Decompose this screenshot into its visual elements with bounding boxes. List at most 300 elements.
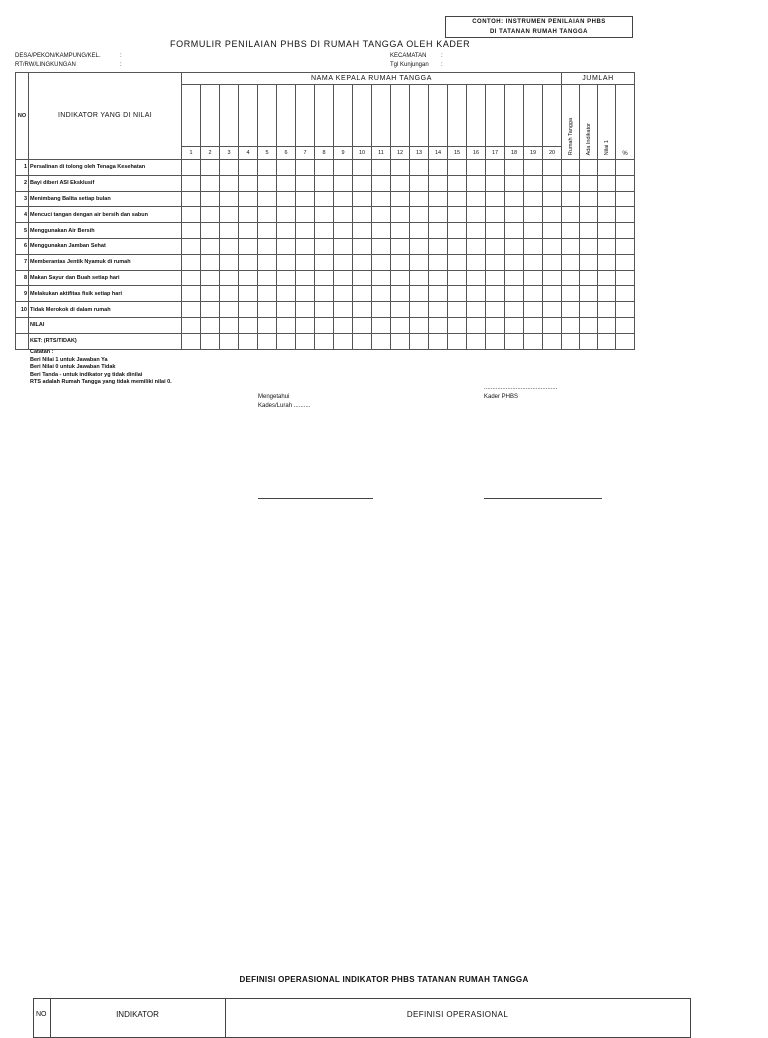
score-cell[interactable] — [580, 207, 598, 223]
score-cell[interactable] — [296, 191, 315, 207]
score-cell[interactable] — [486, 160, 505, 176]
score-cell[interactable] — [562, 270, 580, 286]
score-cell[interactable] — [258, 317, 277, 333]
score-cell[interactable] — [410, 254, 429, 270]
score-cell[interactable] — [467, 223, 486, 239]
score-cell[interactable] — [429, 333, 448, 349]
score-cell[interactable] — [467, 238, 486, 254]
score-cell[interactable] — [334, 286, 353, 302]
score-cell[interactable] — [580, 302, 598, 318]
score-cell[interactable] — [334, 333, 353, 349]
score-cell[interactable] — [448, 286, 467, 302]
score-cell[interactable] — [505, 175, 524, 191]
household-name-cell[interactable] — [543, 85, 562, 147]
household-name-cell[interactable] — [467, 85, 486, 147]
score-cell[interactable] — [429, 270, 448, 286]
score-cell[interactable] — [372, 175, 391, 191]
score-cell[interactable] — [543, 254, 562, 270]
household-name-cell[interactable] — [182, 85, 201, 147]
score-cell[interactable] — [277, 191, 296, 207]
score-cell[interactable] — [429, 238, 448, 254]
score-cell[interactable] — [182, 238, 201, 254]
score-cell[interactable] — [258, 270, 277, 286]
household-name-cell[interactable] — [220, 85, 239, 147]
score-cell[interactable] — [410, 333, 429, 349]
score-cell[interactable] — [296, 160, 315, 176]
score-cell[interactable] — [353, 333, 372, 349]
score-cell[interactable] — [201, 207, 220, 223]
score-cell[interactable] — [277, 238, 296, 254]
score-cell[interactable] — [353, 317, 372, 333]
score-cell[interactable] — [562, 286, 580, 302]
score-cell[interactable] — [429, 302, 448, 318]
household-name-cell[interactable] — [505, 85, 524, 147]
score-cell[interactable] — [201, 302, 220, 318]
score-cell[interactable] — [277, 160, 296, 176]
score-cell[interactable] — [353, 302, 372, 318]
score-cell[interactable] — [334, 270, 353, 286]
score-cell[interactable] — [505, 317, 524, 333]
score-cell[interactable] — [220, 175, 239, 191]
score-cell[interactable] — [543, 223, 562, 239]
score-cell[interactable] — [201, 191, 220, 207]
score-cell[interactable] — [486, 317, 505, 333]
score-cell[interactable] — [220, 317, 239, 333]
score-cell[interactable] — [353, 286, 372, 302]
score-cell[interactable] — [524, 207, 543, 223]
score-cell[interactable] — [616, 254, 635, 270]
score-cell[interactable] — [372, 333, 391, 349]
score-cell[interactable] — [562, 223, 580, 239]
score-cell[interactable] — [277, 223, 296, 239]
score-cell[interactable] — [296, 333, 315, 349]
score-cell[interactable] — [220, 207, 239, 223]
score-cell[interactable] — [201, 238, 220, 254]
score-cell[interactable] — [277, 317, 296, 333]
score-cell[interactable] — [315, 317, 334, 333]
score-cell[interactable] — [239, 160, 258, 176]
score-cell[interactable] — [220, 286, 239, 302]
household-name-cell[interactable] — [239, 85, 258, 147]
score-cell[interactable] — [239, 333, 258, 349]
score-cell[interactable] — [353, 175, 372, 191]
score-cell[interactable] — [562, 207, 580, 223]
score-cell[interactable] — [296, 286, 315, 302]
score-cell[interactable] — [372, 302, 391, 318]
score-cell[interactable] — [296, 223, 315, 239]
score-cell[interactable] — [562, 333, 580, 349]
score-cell[interactable] — [505, 254, 524, 270]
score-cell[interactable] — [580, 238, 598, 254]
score-cell[interactable] — [616, 270, 635, 286]
score-cell[interactable] — [429, 223, 448, 239]
score-cell[interactable] — [598, 160, 616, 176]
score-cell[interactable] — [562, 238, 580, 254]
score-cell[interactable] — [296, 175, 315, 191]
score-cell[interactable] — [598, 207, 616, 223]
score-cell[interactable] — [334, 207, 353, 223]
score-cell[interactable] — [220, 333, 239, 349]
score-cell[interactable] — [524, 302, 543, 318]
score-cell[interactable] — [201, 223, 220, 239]
score-cell[interactable] — [486, 302, 505, 318]
score-cell[interactable] — [410, 160, 429, 176]
score-cell[interactable] — [429, 207, 448, 223]
score-cell[interactable] — [486, 207, 505, 223]
score-cell[interactable] — [220, 270, 239, 286]
score-cell[interactable] — [372, 191, 391, 207]
score-cell[interactable] — [448, 317, 467, 333]
score-cell[interactable] — [616, 207, 635, 223]
score-cell[interactable] — [391, 238, 410, 254]
score-cell[interactable] — [410, 286, 429, 302]
score-cell[interactable] — [239, 302, 258, 318]
score-cell[interactable] — [296, 207, 315, 223]
score-cell[interactable] — [182, 223, 201, 239]
score-cell[interactable] — [182, 191, 201, 207]
score-cell[interactable] — [505, 333, 524, 349]
score-cell[interactable] — [486, 254, 505, 270]
score-cell[interactable] — [258, 175, 277, 191]
score-cell[interactable] — [258, 207, 277, 223]
score-cell[interactable] — [353, 207, 372, 223]
score-cell[interactable] — [580, 191, 598, 207]
score-cell[interactable] — [334, 317, 353, 333]
score-cell[interactable] — [598, 238, 616, 254]
score-cell[interactable] — [486, 223, 505, 239]
household-name-cell[interactable] — [410, 85, 429, 147]
score-cell[interactable] — [239, 286, 258, 302]
score-cell[interactable] — [220, 302, 239, 318]
score-cell[interactable] — [467, 317, 486, 333]
score-cell[interactable] — [353, 160, 372, 176]
score-cell[interactable] — [391, 286, 410, 302]
score-cell[interactable] — [315, 270, 334, 286]
score-cell[interactable] — [524, 191, 543, 207]
score-cell[interactable] — [467, 302, 486, 318]
score-cell[interactable] — [467, 333, 486, 349]
score-cell[interactable] — [505, 191, 524, 207]
score-cell[interactable] — [391, 270, 410, 286]
score-cell[interactable] — [598, 333, 616, 349]
score-cell[interactable] — [448, 223, 467, 239]
score-cell[interactable] — [467, 175, 486, 191]
score-cell[interactable] — [201, 317, 220, 333]
score-cell[interactable] — [467, 191, 486, 207]
score-cell[interactable] — [448, 333, 467, 349]
score-cell[interactable] — [505, 207, 524, 223]
score-cell[interactable] — [372, 207, 391, 223]
score-cell[interactable] — [353, 254, 372, 270]
score-cell[interactable] — [391, 175, 410, 191]
household-name-cell[interactable] — [315, 85, 334, 147]
score-cell[interactable] — [258, 302, 277, 318]
score-cell[interactable] — [391, 191, 410, 207]
score-cell[interactable] — [505, 160, 524, 176]
score-cell[interactable] — [315, 175, 334, 191]
score-cell[interactable] — [448, 175, 467, 191]
score-cell[interactable] — [580, 317, 598, 333]
score-cell[interactable] — [616, 317, 635, 333]
score-cell[interactable] — [372, 254, 391, 270]
score-cell[interactable] — [448, 160, 467, 176]
score-cell[interactable] — [372, 317, 391, 333]
score-cell[interactable] — [562, 317, 580, 333]
score-cell[interactable] — [467, 286, 486, 302]
score-cell[interactable] — [616, 286, 635, 302]
score-cell[interactable] — [410, 270, 429, 286]
score-cell[interactable] — [239, 254, 258, 270]
score-cell[interactable] — [524, 175, 543, 191]
score-cell[interactable] — [296, 302, 315, 318]
score-cell[interactable] — [543, 302, 562, 318]
score-cell[interactable] — [429, 317, 448, 333]
score-cell[interactable] — [467, 207, 486, 223]
score-cell[interactable] — [543, 317, 562, 333]
score-cell[interactable] — [391, 302, 410, 318]
score-cell[interactable] — [182, 270, 201, 286]
score-cell[interactable] — [580, 254, 598, 270]
household-name-cell[interactable] — [258, 85, 277, 147]
score-cell[interactable] — [524, 270, 543, 286]
score-cell[interactable] — [505, 223, 524, 239]
score-cell[interactable] — [296, 238, 315, 254]
score-cell[interactable] — [258, 286, 277, 302]
score-cell[interactable] — [182, 302, 201, 318]
score-cell[interactable] — [486, 238, 505, 254]
household-name-cell[interactable] — [201, 85, 220, 147]
score-cell[interactable] — [277, 207, 296, 223]
score-cell[interactable] — [486, 175, 505, 191]
score-cell[interactable] — [505, 286, 524, 302]
score-cell[interactable] — [598, 286, 616, 302]
score-cell[interactable] — [182, 333, 201, 349]
score-cell[interactable] — [543, 160, 562, 176]
score-cell[interactable] — [277, 302, 296, 318]
score-cell[interactable] — [239, 238, 258, 254]
score-cell[interactable] — [296, 317, 315, 333]
score-cell[interactable] — [448, 254, 467, 270]
score-cell[interactable] — [580, 223, 598, 239]
household-name-cell[interactable] — [334, 85, 353, 147]
score-cell[interactable] — [524, 333, 543, 349]
score-cell[interactable] — [277, 175, 296, 191]
household-name-cell[interactable] — [353, 85, 372, 147]
score-cell[interactable] — [334, 191, 353, 207]
score-cell[interactable] — [543, 286, 562, 302]
score-cell[interactable] — [562, 254, 580, 270]
score-cell[interactable] — [391, 223, 410, 239]
score-cell[interactable] — [201, 160, 220, 176]
score-cell[interactable] — [486, 270, 505, 286]
score-cell[interactable] — [220, 223, 239, 239]
score-cell[interactable] — [353, 270, 372, 286]
score-cell[interactable] — [616, 333, 635, 349]
score-cell[interactable] — [543, 207, 562, 223]
score-cell[interactable] — [543, 270, 562, 286]
score-cell[interactable] — [277, 254, 296, 270]
score-cell[interactable] — [598, 270, 616, 286]
score-cell[interactable] — [410, 191, 429, 207]
score-cell[interactable] — [334, 302, 353, 318]
score-cell[interactable] — [372, 160, 391, 176]
score-cell[interactable] — [258, 160, 277, 176]
score-cell[interactable] — [239, 191, 258, 207]
score-cell[interactable] — [220, 191, 239, 207]
score-cell[interactable] — [524, 160, 543, 176]
score-cell[interactable] — [580, 175, 598, 191]
score-cell[interactable] — [429, 175, 448, 191]
score-cell[interactable] — [486, 191, 505, 207]
score-cell[interactable] — [562, 175, 580, 191]
score-cell[interactable] — [277, 333, 296, 349]
score-cell[interactable] — [315, 207, 334, 223]
score-cell[interactable] — [524, 254, 543, 270]
score-cell[interactable] — [486, 333, 505, 349]
household-name-cell[interactable] — [277, 85, 296, 147]
score-cell[interactable] — [410, 223, 429, 239]
score-cell[interactable] — [410, 317, 429, 333]
score-cell[interactable] — [524, 286, 543, 302]
score-cell[interactable] — [391, 317, 410, 333]
score-cell[interactable] — [448, 270, 467, 286]
score-cell[interactable] — [239, 270, 258, 286]
score-cell[interactable] — [410, 302, 429, 318]
score-cell[interactable] — [391, 207, 410, 223]
score-cell[interactable] — [429, 160, 448, 176]
score-cell[interactable] — [334, 160, 353, 176]
score-cell[interactable] — [334, 175, 353, 191]
score-cell[interactable] — [201, 254, 220, 270]
score-cell[interactable] — [448, 207, 467, 223]
score-cell[interactable] — [448, 191, 467, 207]
score-cell[interactable] — [391, 254, 410, 270]
score-cell[interactable] — [334, 238, 353, 254]
score-cell[interactable] — [220, 238, 239, 254]
score-cell[interactable] — [239, 223, 258, 239]
score-cell[interactable] — [580, 286, 598, 302]
score-cell[interactable] — [505, 238, 524, 254]
score-cell[interactable] — [372, 223, 391, 239]
score-cell[interactable] — [182, 317, 201, 333]
score-cell[interactable] — [258, 333, 277, 349]
score-cell[interactable] — [315, 238, 334, 254]
score-cell[interactable] — [353, 238, 372, 254]
score-cell[interactable] — [334, 223, 353, 239]
household-name-cell[interactable] — [372, 85, 391, 147]
score-cell[interactable] — [239, 317, 258, 333]
score-cell[interactable] — [429, 191, 448, 207]
score-cell[interactable] — [315, 302, 334, 318]
score-cell[interactable] — [353, 191, 372, 207]
score-cell[interactable] — [315, 223, 334, 239]
score-cell[interactable] — [410, 207, 429, 223]
score-cell[interactable] — [598, 302, 616, 318]
score-cell[interactable] — [580, 333, 598, 349]
score-cell[interactable] — [524, 238, 543, 254]
score-cell[interactable] — [543, 175, 562, 191]
score-cell[interactable] — [429, 286, 448, 302]
score-cell[interactable] — [448, 238, 467, 254]
score-cell[interactable] — [201, 286, 220, 302]
score-cell[interactable] — [467, 254, 486, 270]
score-cell[interactable] — [562, 160, 580, 176]
score-cell[interactable] — [258, 191, 277, 207]
score-cell[interactable] — [448, 302, 467, 318]
score-cell[interactable] — [182, 207, 201, 223]
score-cell[interactable] — [505, 302, 524, 318]
score-cell[interactable] — [410, 238, 429, 254]
household-name-cell[interactable] — [486, 85, 505, 147]
score-cell[interactable] — [616, 302, 635, 318]
score-cell[interactable] — [616, 160, 635, 176]
score-cell[interactable] — [182, 160, 201, 176]
score-cell[interactable] — [201, 175, 220, 191]
score-cell[interactable] — [616, 191, 635, 207]
score-cell[interactable] — [182, 254, 201, 270]
score-cell[interactable] — [334, 254, 353, 270]
household-name-cell[interactable] — [524, 85, 543, 147]
score-cell[interactable] — [258, 238, 277, 254]
score-cell[interactable] — [616, 175, 635, 191]
score-cell[interactable] — [524, 317, 543, 333]
score-cell[interactable] — [315, 333, 334, 349]
score-cell[interactable] — [616, 238, 635, 254]
household-name-cell[interactable] — [429, 85, 448, 147]
score-cell[interactable] — [277, 286, 296, 302]
score-cell[interactable] — [258, 223, 277, 239]
score-cell[interactable] — [220, 254, 239, 270]
score-cell[interactable] — [277, 270, 296, 286]
score-cell[interactable] — [315, 191, 334, 207]
score-cell[interactable] — [429, 254, 448, 270]
score-cell[interactable] — [372, 286, 391, 302]
score-cell[interactable] — [543, 191, 562, 207]
score-cell[interactable] — [315, 160, 334, 176]
score-cell[interactable] — [296, 270, 315, 286]
score-cell[interactable] — [524, 223, 543, 239]
score-cell[interactable] — [486, 286, 505, 302]
score-cell[interactable] — [372, 238, 391, 254]
score-cell[interactable] — [182, 286, 201, 302]
score-cell[interactable] — [543, 238, 562, 254]
score-cell[interactable] — [598, 317, 616, 333]
score-cell[interactable] — [598, 223, 616, 239]
household-name-cell[interactable] — [296, 85, 315, 147]
score-cell[interactable] — [315, 286, 334, 302]
score-cell[interactable] — [410, 175, 429, 191]
score-cell[interactable] — [239, 207, 258, 223]
score-cell[interactable] — [467, 160, 486, 176]
score-cell[interactable] — [467, 270, 486, 286]
score-cell[interactable] — [315, 254, 334, 270]
score-cell[interactable] — [182, 175, 201, 191]
score-cell[interactable] — [239, 175, 258, 191]
score-cell[interactable] — [391, 333, 410, 349]
score-cell[interactable] — [598, 175, 616, 191]
score-cell[interactable] — [562, 191, 580, 207]
household-name-cell[interactable] — [391, 85, 410, 147]
score-cell[interactable] — [201, 270, 220, 286]
score-cell[interactable] — [372, 270, 391, 286]
score-cell[interactable] — [616, 223, 635, 239]
score-cell[interactable] — [505, 270, 524, 286]
score-cell[interactable] — [353, 223, 372, 239]
score-cell[interactable] — [296, 254, 315, 270]
score-cell[interactable] — [598, 254, 616, 270]
score-cell[interactable] — [220, 160, 239, 176]
household-name-cell[interactable] — [448, 85, 467, 147]
